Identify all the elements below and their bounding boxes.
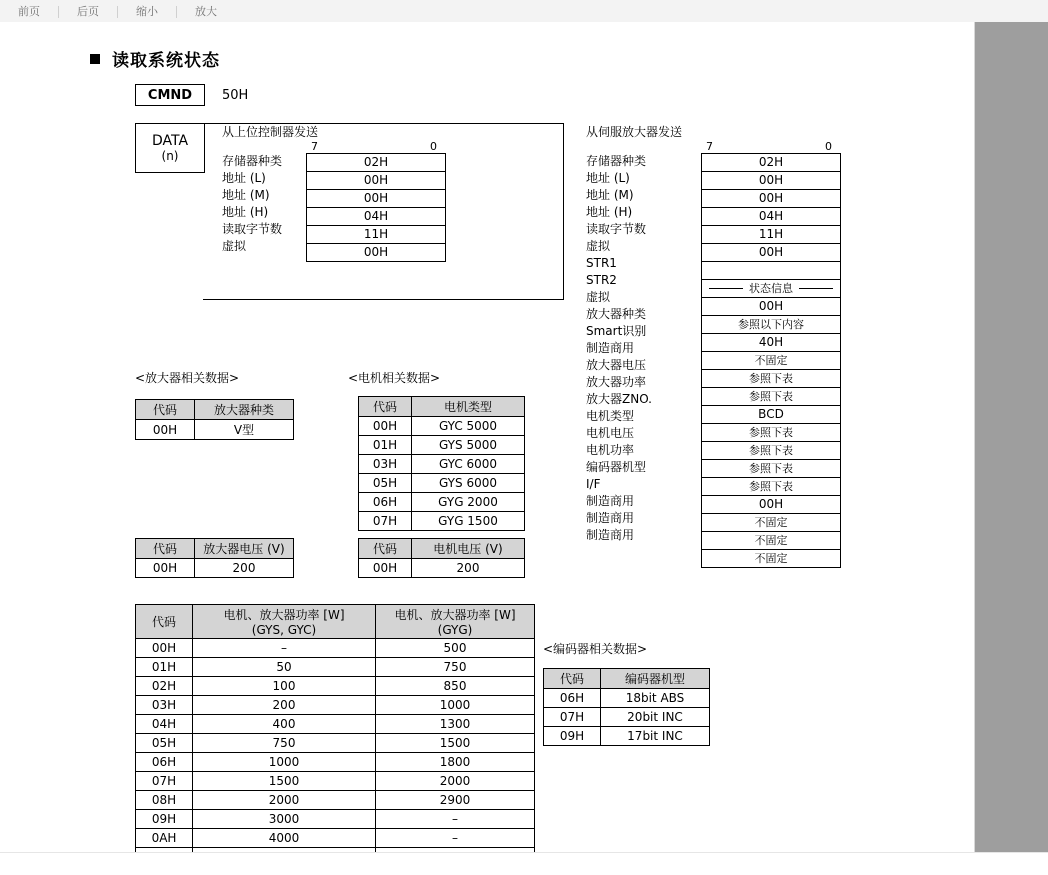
send-byte-cell: 00H [307, 190, 445, 208]
column-header: 放大器种类 [195, 400, 294, 420]
table-cell: 200 [195, 559, 294, 578]
table-cell: 0AH [136, 829, 193, 848]
recv-row-label: 放大器电压 [586, 358, 647, 372]
recv-row-label: 虚拟 [586, 239, 611, 253]
table-row [136, 753, 535, 772]
recv-byte-cell: 参照下表 [702, 460, 840, 478]
table-cell: 03H [136, 696, 193, 715]
data-box [135, 123, 205, 173]
send-byte-column [306, 153, 446, 262]
table-row [359, 512, 525, 531]
toolbar-item-zoom-out[interactable]: 缩小 [136, 5, 158, 18]
amp-type-table [135, 399, 294, 440]
send-byte-cell: 00H [307, 172, 445, 190]
recv-byte-cell: 00H [702, 172, 840, 190]
table-cell: 00H [136, 420, 195, 440]
data-box-sublabel: (n) [161, 149, 179, 163]
page-title: 读取系统状态 [112, 51, 220, 71]
amp-voltage-table [135, 538, 294, 578]
recv-row-label: 地址 (H) [586, 205, 633, 219]
table-header-row [136, 605, 535, 639]
table-cell: – [376, 810, 535, 829]
column-header: 编码器机型 [601, 669, 710, 689]
table-cell: 1300 [376, 715, 535, 734]
recv-row-label: 制造商用 [586, 511, 635, 525]
encoder-data-caption: <编码器相关数据> [543, 642, 648, 656]
table-cell: 02H [136, 677, 193, 696]
section-heading [90, 46, 220, 71]
recv-byte-cell: 00H [702, 496, 840, 514]
recv-byte-cell: 11H [702, 226, 840, 244]
table-cell: GYC 5000 [412, 417, 525, 436]
recv-byte-cell: 00H [702, 298, 840, 316]
table-row [544, 727, 710, 746]
table-cell: 00H [136, 559, 195, 578]
table-header-row [359, 539, 525, 559]
recv-row-label: 电机电压 [586, 426, 635, 440]
recv-row-label: 读取字节数 [586, 222, 647, 236]
table-row [136, 696, 535, 715]
table-cell: 850 [376, 677, 535, 696]
send-row-label: 存储器种类 [222, 154, 283, 168]
table-row [359, 436, 525, 455]
amp-data-caption: <放大器相关数据> [135, 371, 240, 385]
recv-byte-cell: 不固定 [702, 550, 840, 568]
column-header: 电机电压 (V) [412, 539, 525, 559]
recv-byte-cell: 参照下表 [702, 424, 840, 442]
recv-byte-cell: 不固定 [702, 514, 840, 532]
motor-type-table [358, 396, 525, 531]
table-row [136, 677, 535, 696]
recv-byte-cell: 40H [702, 334, 840, 352]
column-header: 代码 [359, 397, 412, 417]
recv-row-label: Smart识别 [586, 324, 647, 338]
table-row [136, 734, 535, 753]
table-cell: 05H [359, 474, 412, 493]
send-byte-cell: 04H [307, 208, 445, 226]
table-cell: 08H [136, 791, 193, 810]
table-cell: 100 [193, 677, 376, 696]
table-cell: 07H [544, 708, 601, 727]
table-cell: GYG 2000 [412, 493, 525, 512]
recv-row-label: 虚拟 [586, 290, 611, 304]
table-cell: GYS 6000 [412, 474, 525, 493]
column-header-line2: (GYS, GYC) [251, 623, 317, 637]
cmnd-box: CMND [135, 84, 205, 106]
recv-row-label: 电机类型 [586, 409, 635, 423]
recv-bit-high: 7 [706, 140, 713, 153]
table-header-row [359, 397, 525, 417]
table-cell: 06H [359, 493, 412, 512]
table-cell: 750 [193, 734, 376, 753]
table-cell: GYG 1500 [412, 512, 525, 531]
square-bullet-icon [90, 54, 100, 64]
table-cell: 17bit INC [601, 727, 710, 746]
column-header: 代码 [359, 539, 412, 559]
table-cell: 1500 [193, 772, 376, 791]
table-row [136, 772, 535, 791]
recv-row-label: 地址 (M) [586, 188, 634, 202]
table-row [359, 559, 525, 578]
recv-byte-cell: 参照下表 [702, 442, 840, 460]
table-row [136, 791, 535, 810]
recv-byte-cell: BCD [702, 406, 840, 424]
table-cell: 09H [544, 727, 601, 746]
table-cell: 2000 [376, 772, 535, 791]
recv-row-label: 存储器种类 [586, 154, 647, 168]
recv-byte-cell: 00H [702, 244, 840, 262]
table-cell: 06H [544, 689, 601, 708]
table-row [136, 420, 294, 440]
column-header: 代码 [544, 669, 601, 689]
recv-row-label: 制造商用 [586, 494, 635, 508]
power-table [135, 604, 535, 867]
column-header-line1: 电机、放大器功率 [W] [394, 608, 516, 622]
table-cell: 1000 [376, 696, 535, 715]
column-header-line2: (GYG) [437, 623, 473, 637]
table-cell: 1800 [376, 753, 535, 772]
send-title: 从上位控制器发送 [222, 125, 319, 139]
recv-row-label: 放大器ZNO. [586, 392, 652, 406]
recv-byte-cell: 02H [702, 154, 840, 172]
recv-byte-cell: 参照以下内容 [702, 316, 840, 334]
recv-byte-cell: 参照下表 [702, 388, 840, 406]
table-cell: 06H [136, 753, 193, 772]
table-cell: 00H [359, 559, 412, 578]
table-header-row [136, 400, 294, 420]
recv-title: 从伺服放大器发送 [586, 125, 683, 139]
table-cell: 200 [412, 559, 525, 578]
recv-row-label: 地址 (L) [586, 171, 630, 185]
table-cell: 00H [359, 417, 412, 436]
recv-row-label: 放大器功率 [586, 375, 647, 389]
send-byte-cell: 11H [307, 226, 445, 244]
send-row-label: 虚拟 [222, 239, 247, 253]
recv-row-label: I/F [586, 477, 601, 491]
send-row-label: 地址 (L) [222, 171, 266, 185]
recv-row-label: 编码器机型 [586, 460, 647, 474]
recv-row-label: 制造商用 [586, 341, 635, 355]
table-cell: 200 [193, 696, 376, 715]
recv-byte-cell: 00H [702, 190, 840, 208]
recv-row-labels [586, 153, 696, 544]
column-header: 代码 [136, 605, 193, 639]
table-row [359, 493, 525, 512]
recv-bit-low: 0 [825, 140, 832, 153]
table-cell: GYC 6000 [412, 455, 525, 474]
table-row [544, 689, 710, 708]
page-bottom-margin [0, 852, 1048, 875]
column-header: 代码 [136, 539, 195, 559]
table-cell: 03H [359, 455, 412, 474]
toolbar-item-next-page[interactable]: 后页 [77, 5, 99, 18]
table-header-row [544, 669, 710, 689]
motor-data-caption: <电机相关数据> [348, 371, 441, 385]
recv-byte-cell: 不固定 [702, 532, 840, 550]
column-header: 电机类型 [412, 397, 525, 417]
table-header-row [136, 539, 294, 559]
table-row [136, 658, 535, 677]
recv-row-label: STR2 [586, 273, 617, 287]
table-row [359, 417, 525, 436]
recv-byte-cell: 不固定 [702, 352, 840, 370]
table-cell: 2000 [193, 791, 376, 810]
cmnd-value: 50H [222, 88, 249, 103]
table-cell: 750 [376, 658, 535, 677]
table-row [136, 829, 535, 848]
table-row [136, 559, 294, 578]
send-bit-low: 0 [430, 140, 437, 153]
send-row-label: 地址 (H) [222, 205, 269, 219]
table-cell: 3000 [193, 810, 376, 829]
toolbar [0, 0, 1048, 23]
table-row [136, 639, 535, 658]
table-cell: 07H [359, 512, 412, 531]
toolbar-item-prev-page[interactable]: 前页 [18, 5, 40, 18]
table-cell: 50 [193, 658, 376, 677]
table-cell: 20bit INC [601, 708, 710, 727]
table-cell: V型 [195, 420, 294, 440]
send-row-label: 读取字节数 [222, 222, 283, 236]
table-cell: – [193, 639, 376, 658]
data-box-label: DATA [151, 133, 189, 149]
table-cell: 18bit ABS [601, 689, 710, 708]
table-cell: 09H [136, 810, 193, 829]
send-byte-cell: 00H [307, 244, 445, 262]
column-header-line1: 电机、放大器功率 [W] [223, 608, 345, 622]
table-cell: 01H [359, 436, 412, 455]
document-page [0, 22, 975, 852]
table-cell: 01H [136, 658, 193, 677]
send-bit-high: 7 [311, 140, 318, 153]
page-background-gutter [974, 22, 1048, 852]
table-row [136, 810, 535, 829]
recv-byte-cell: 参照下表 [702, 370, 840, 388]
table-cell: 04H [136, 715, 193, 734]
recv-row-label: 放大器种类 [586, 307, 647, 321]
table-cell: – [376, 829, 535, 848]
table-cell: 1000 [193, 753, 376, 772]
column-header [193, 605, 376, 639]
column-header: 代码 [136, 400, 195, 420]
recv-byte-cell: 参照下表 [702, 478, 840, 496]
table-cell: 00H [136, 639, 193, 658]
recv-byte-column [701, 153, 841, 568]
send-byte-cell: 02H [307, 154, 445, 172]
toolbar-item-zoom-in[interactable]: 放大 [195, 5, 217, 18]
column-header [376, 605, 535, 639]
recv-byte-cell-blank [702, 262, 840, 280]
send-row-label: 地址 (M) [222, 188, 270, 202]
table-cell: 07H [136, 772, 193, 791]
table-row [359, 474, 525, 493]
recv-byte-cell-status: 状态信息 [702, 280, 840, 298]
table-cell: 2900 [376, 791, 535, 810]
table-cell: 400 [193, 715, 376, 734]
motor-voltage-table [358, 538, 525, 578]
recv-row-label: STR1 [586, 256, 617, 270]
table-row [136, 715, 535, 734]
table-cell: 05H [136, 734, 193, 753]
table-cell: 1500 [376, 734, 535, 753]
recv-byte-cell: 04H [702, 208, 840, 226]
recv-row-label: 制造商用 [586, 528, 635, 542]
table-row [544, 708, 710, 727]
table-row [359, 455, 525, 474]
table-cell: 500 [376, 639, 535, 658]
table-cell: 4000 [193, 829, 376, 848]
column-header: 放大器电压 (V) [195, 539, 294, 559]
send-row-labels [222, 153, 308, 255]
encoder-table [543, 668, 710, 746]
recv-row-label: 电机功率 [586, 443, 635, 457]
table-cell: GYS 5000 [412, 436, 525, 455]
